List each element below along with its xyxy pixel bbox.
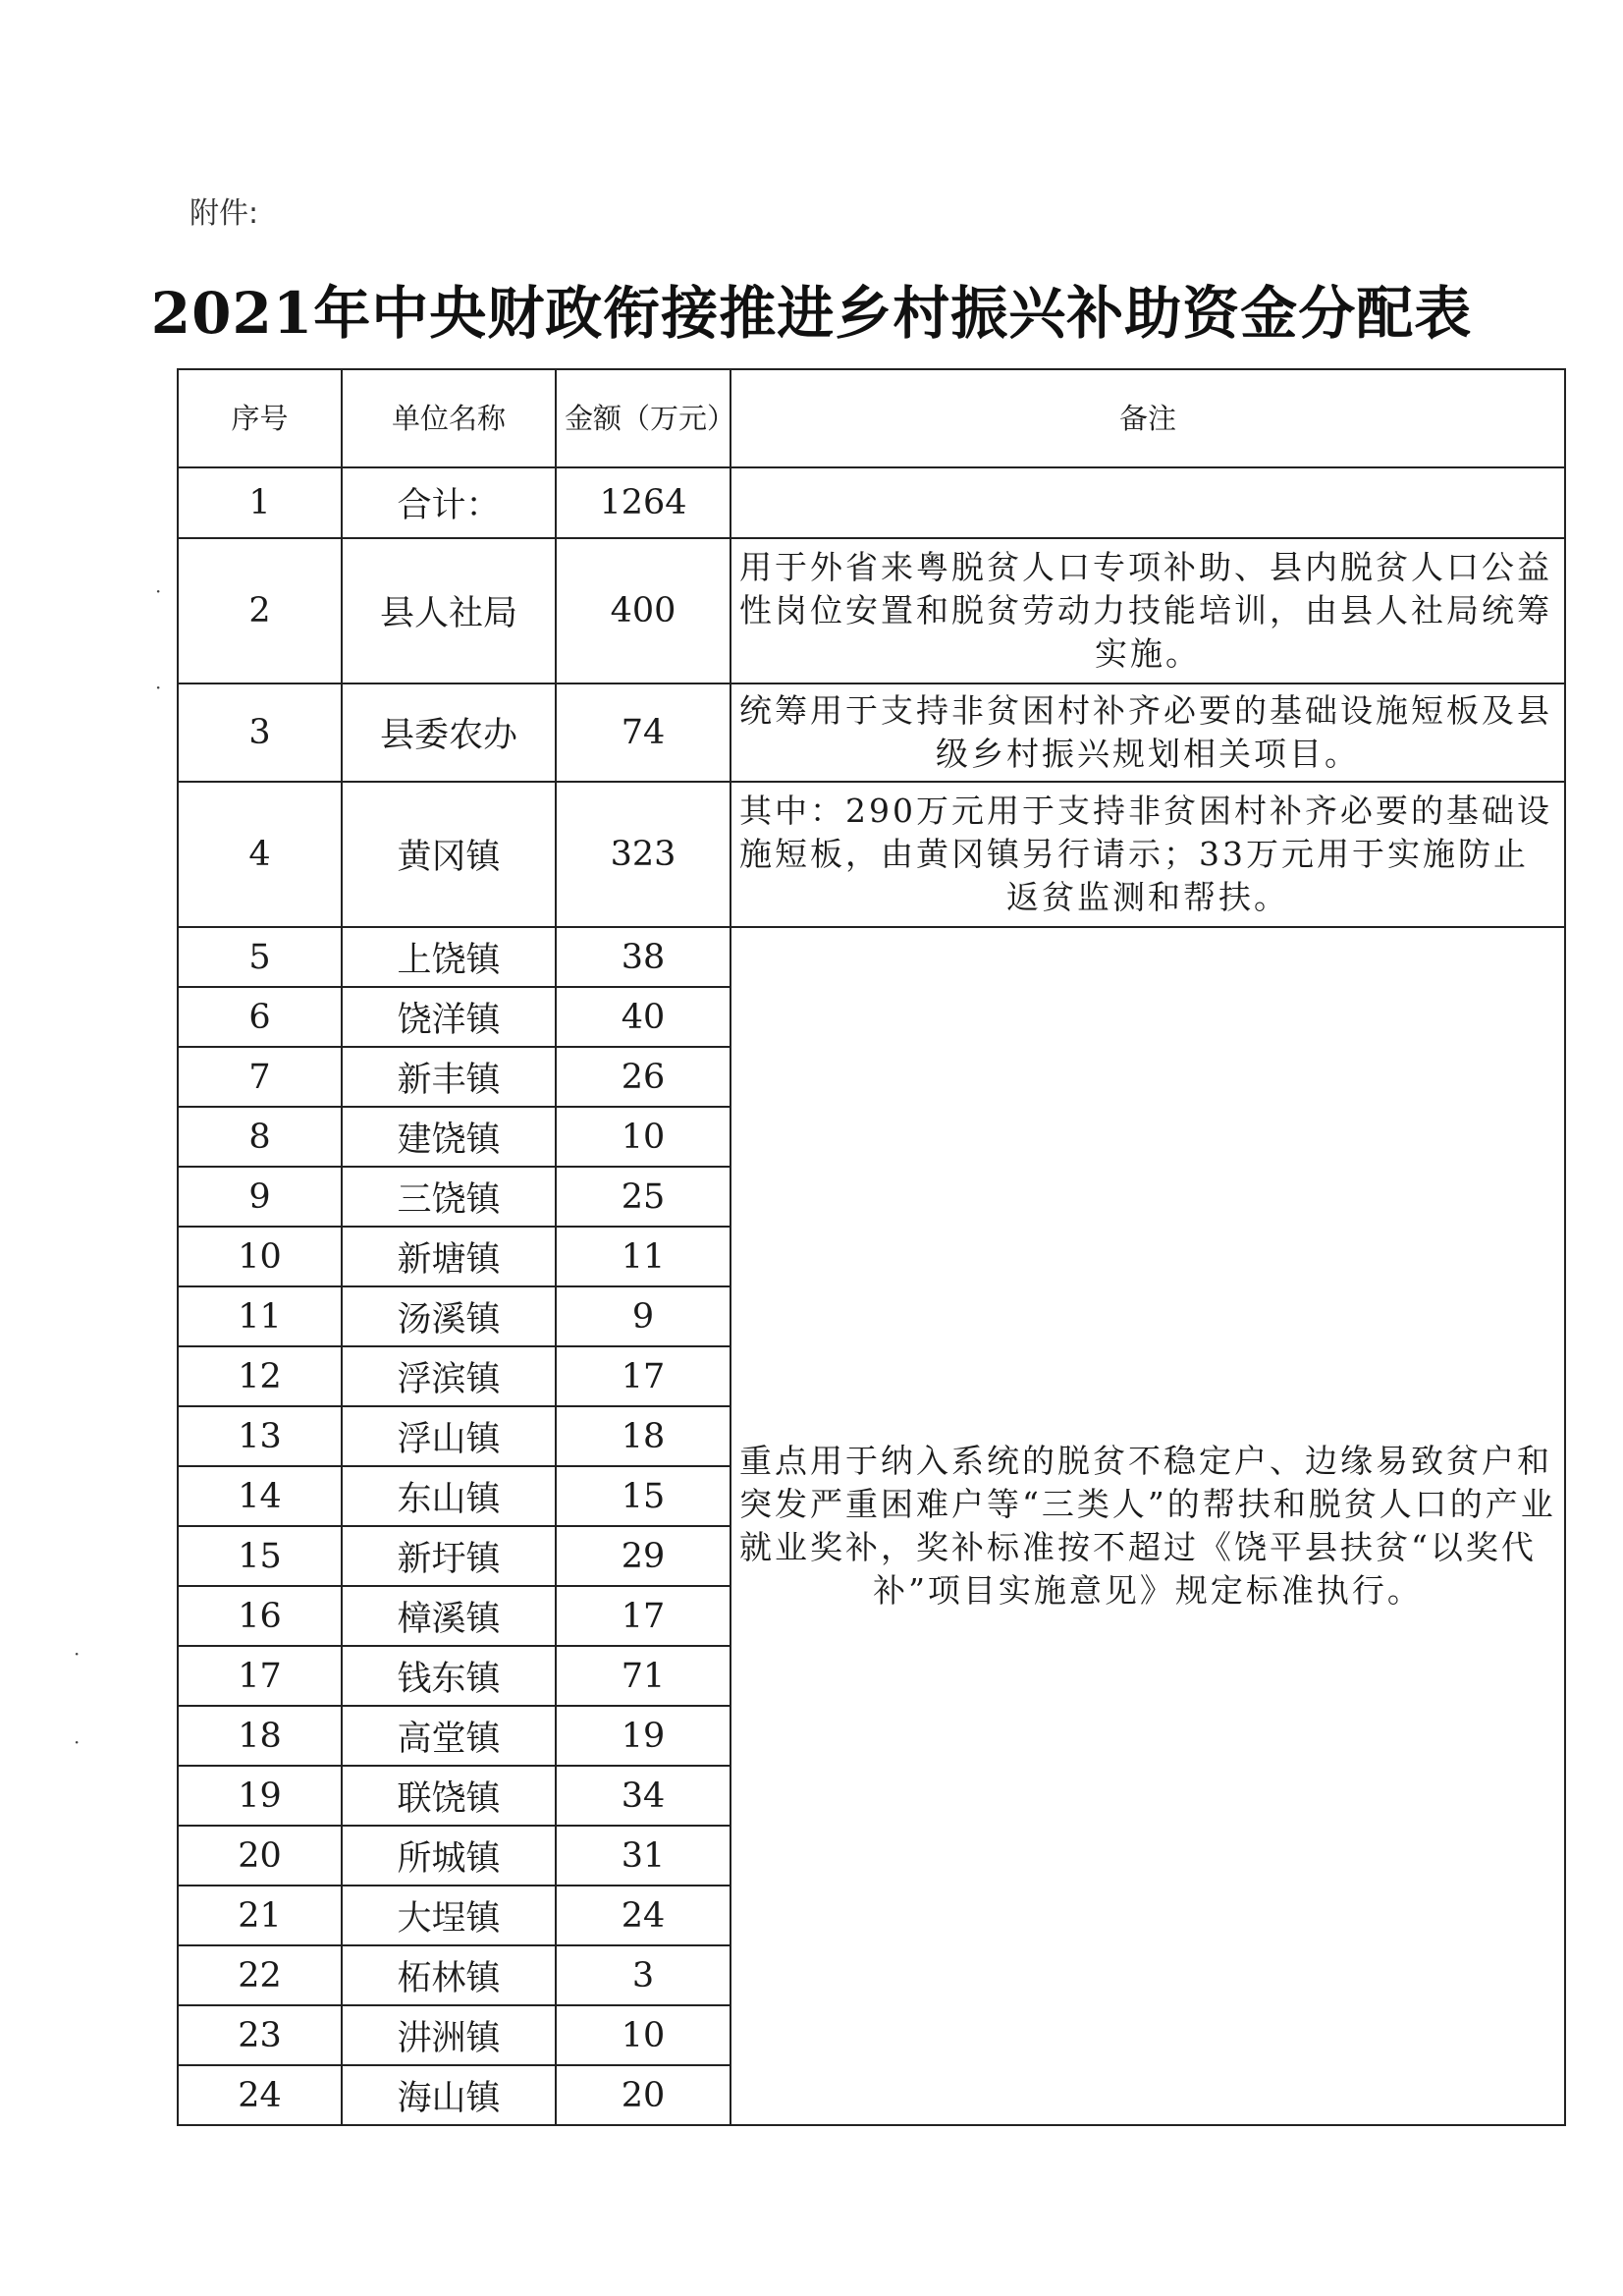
- row-amount: 17: [556, 1586, 730, 1646]
- row-unit: 柘林镇: [342, 1945, 556, 2005]
- row-unit: 县委农办: [342, 683, 556, 782]
- row-amount: 19: [556, 1706, 730, 1766]
- row-no: 24: [178, 2065, 342, 2125]
- row-amount: 3: [556, 1945, 730, 2005]
- row-no: 17: [178, 1646, 342, 1706]
- row-unit: 樟溪镇: [342, 1586, 556, 1646]
- binding-hole-mark: ·: [155, 676, 162, 699]
- row-no: 2: [178, 538, 342, 683]
- towns-note: 重点用于纳入系统的脱贫不稳定户、边缘易致贫户和突发严重困难户等“三类人”的帮扶和脱贫人口的产业就业奖补，奖补标准按不超过《饶平县扶贫“以奖代补”项目实施意见》规定标准执行。: [730, 927, 1565, 2125]
- row-no: 15: [178, 1526, 342, 1586]
- page-title: 2021年中央财政衔接推进乡村振兴补助资金分配表: [150, 280, 1473, 347]
- row-no: 11: [178, 1286, 342, 1346]
- row-no: 3: [178, 683, 342, 782]
- allocation-table: [177, 368, 1566, 2126]
- row-amount: 20: [556, 2065, 730, 2125]
- row-no: 14: [178, 1466, 342, 1526]
- row-no: 5: [178, 927, 342, 987]
- row-unit: 三饶镇: [342, 1167, 556, 1227]
- row-unit: 钱东镇: [342, 1646, 556, 1706]
- row-amount: 25: [556, 1167, 730, 1227]
- row-unit: 浮山镇: [342, 1406, 556, 1466]
- header-unit: 单位名称: [342, 369, 556, 467]
- row-unit: 联饶镇: [342, 1766, 556, 1826]
- row-amount: 24: [556, 1886, 730, 1945]
- header-amount: 金额（万元）: [556, 369, 730, 467]
- row-amount: 15: [556, 1466, 730, 1526]
- row-unit: 汤溪镇: [342, 1286, 556, 1346]
- row-amount: 18: [556, 1406, 730, 1466]
- row-no: 8: [178, 1107, 342, 1167]
- row-unit: 新丰镇: [342, 1047, 556, 1107]
- row-no: 10: [178, 1227, 342, 1286]
- row-unit: 上饶镇: [342, 927, 556, 987]
- row-no: 12: [178, 1346, 342, 1406]
- row-no: 19: [178, 1766, 342, 1826]
- header-note: 备注: [730, 369, 1565, 467]
- row-unit: 海山镇: [342, 2065, 556, 2125]
- row-no: 23: [178, 2005, 342, 2065]
- row-unit: 汫洲镇: [342, 2005, 556, 2065]
- table-header-row: [178, 369, 1565, 467]
- row-unit: 新圩镇: [342, 1526, 556, 1586]
- row-amount: 17: [556, 1346, 730, 1406]
- row-no: 13: [178, 1406, 342, 1466]
- row-amount: 323: [556, 782, 730, 927]
- row-note: 其中：290万元用于支持非贫困村补齐必要的基础设施短板，由黄冈镇另行请示；33万元用于实施防止返贫监测和帮扶。: [730, 782, 1565, 927]
- row-no: 9: [178, 1167, 342, 1227]
- row-amount: 29: [556, 1526, 730, 1586]
- row-unit: 合计：: [342, 467, 556, 538]
- row-unit: 所城镇: [342, 1826, 556, 1886]
- row-amount: 10: [556, 2005, 730, 2065]
- table-row: [178, 927, 1565, 987]
- row-unit: 建饶镇: [342, 1107, 556, 1167]
- row-unit: 大埕镇: [342, 1886, 556, 1945]
- row-unit: 县人社局: [342, 538, 556, 683]
- row-no: 7: [178, 1047, 342, 1107]
- row-note: [730, 467, 1565, 538]
- row-no: 21: [178, 1886, 342, 1945]
- row-amount: 9: [556, 1286, 730, 1346]
- header-no: 序号: [178, 369, 342, 467]
- row-no: 16: [178, 1586, 342, 1646]
- row-amount: 34: [556, 1766, 730, 1826]
- binding-hole-mark: ·: [74, 1730, 81, 1754]
- row-amount: 400: [556, 538, 730, 683]
- row-unit: 东山镇: [342, 1466, 556, 1526]
- row-no: 1: [178, 467, 342, 538]
- row-amount: 38: [556, 927, 730, 987]
- table-row: [178, 467, 1565, 538]
- row-amount: 71: [556, 1646, 730, 1706]
- attachment-label: 附件:: [189, 196, 259, 231]
- row-amount: 26: [556, 1047, 730, 1107]
- row-unit: 黄冈镇: [342, 782, 556, 927]
- table-row: [178, 538, 1565, 683]
- row-note: 用于外省来粤脱贫人口专项补助、县内脱贫人口公益性岗位安置和脱贫劳动力技能培训，由县人社局统筹实施。: [730, 538, 1565, 683]
- row-no: 20: [178, 1826, 342, 1886]
- table-row: [178, 683, 1565, 782]
- row-unit: 浮滨镇: [342, 1346, 556, 1406]
- row-amount: 10: [556, 1107, 730, 1167]
- row-amount: 74: [556, 683, 730, 782]
- row-unit: 新塘镇: [342, 1227, 556, 1286]
- row-amount: 1264: [556, 467, 730, 538]
- row-unit: 高堂镇: [342, 1706, 556, 1766]
- row-no: 6: [178, 987, 342, 1047]
- row-amount: 31: [556, 1826, 730, 1886]
- row-unit: 饶洋镇: [342, 987, 556, 1047]
- row-no: 4: [178, 782, 342, 927]
- table-row: [178, 782, 1565, 927]
- row-no: 22: [178, 1945, 342, 2005]
- row-amount: 11: [556, 1227, 730, 1286]
- row-note: 统筹用于支持非贫困村补齐必要的基础设施短板及县级乡村振兴规划相关项目。: [730, 683, 1565, 782]
- row-no: 18: [178, 1706, 342, 1766]
- binding-hole-mark: ·: [155, 579, 162, 603]
- row-amount: 40: [556, 987, 730, 1047]
- binding-hole-mark: ·: [74, 1642, 81, 1666]
